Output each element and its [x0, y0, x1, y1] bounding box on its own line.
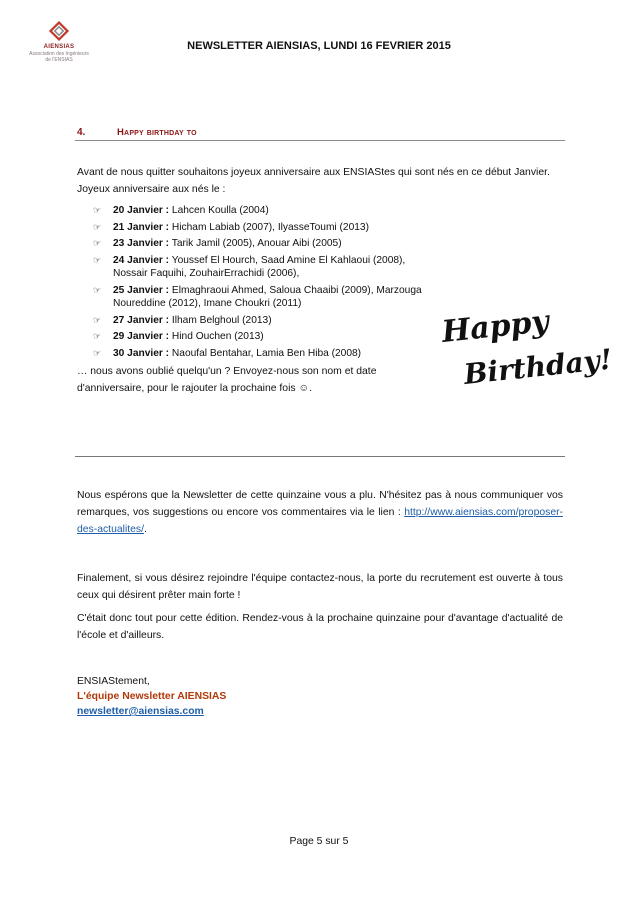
birthday-names: Hind Ouchen (2013): [171, 331, 264, 342]
birthday-item: [93, 314, 423, 328]
birthday-date: 20 Janvier :: [113, 205, 170, 216]
logo-subtitle-line2: de l'ENSIAS: [45, 57, 73, 63]
birthday-names: Naoufal Bentahar, Lamia Ben Hiba (2008): [171, 347, 362, 359]
birthday-item: [93, 284, 423, 311]
signature-line: ENSIAStement,: [77, 676, 150, 687]
birthday-names: Elmaghraoui Ahmed, Saloua Chaaibi (2009), Marzouga Noureddine (2012), Imane Choukri (2011): [113, 284, 422, 309]
birthday-list: [93, 204, 423, 363]
birthday-item: [93, 330, 423, 344]
hand-pointing-icon: ☞: [93, 284, 102, 295]
page-header: NEWSLETTER AIENSIAS, LUNDI 16 FEVRIER 2015: [187, 40, 451, 52]
section-title: Happy birthday to: [117, 127, 197, 138]
hand-pointing-icon: ☞: [93, 347, 102, 358]
hand-pointing-icon: ☞: [93, 205, 102, 215]
closing-p1-end: .: [144, 524, 147, 535]
birthday-date: 29 Janvier :: [113, 331, 170, 342]
image-text-happy: Happy: [440, 303, 551, 350]
signature-block: [77, 674, 377, 719]
hand-pointing-icon: ☞: [93, 238, 102, 248]
proposer-actualites-link[interactable]: http://www.aiensias.com/proposer-des-actualites/: [77, 507, 564, 535]
section-rule: [75, 140, 565, 141]
logo-subtitle-line1: Association des Ingénieurs: [29, 51, 89, 57]
birthday-names: Ilham Belghoul (2013): [171, 314, 272, 326]
section-number: 4.: [77, 127, 86, 138]
birthday-item: [93, 221, 423, 235]
image-text-birthday: Birthday!: [462, 342, 614, 391]
birthday-names: Hicham Labiab (2007), IlyasseToumi (2013): [171, 221, 369, 233]
birthday-item: [93, 254, 423, 281]
birthday-names: Lahcen Koulla (2004): [171, 205, 269, 216]
hand-pointing-icon: ☞: [93, 331, 102, 341]
birthday-date: 23 Janvier :: [113, 238, 170, 249]
logo-name: AIENSIAS: [43, 44, 75, 50]
birthday-date: 25 Janvier :: [113, 284, 170, 296]
closing-paragraph-2: Finalement, si vous désirez rejoindre l'équipe contactez-nous, la porte du recrutement est ouverte à tous ceux qui désirent prêter main forte !: [77, 573, 563, 601]
hand-pointing-icon: ☞: [93, 221, 102, 232]
birthday-date: 27 Janvier :: [113, 314, 170, 326]
birthday-item: [93, 237, 423, 251]
closing-paragraph-3: C'était donc tout pour cette édition. Rendez-vous à la prochaine quinzaine pour d'avantage d'actualité de l'école et d'ailleurs.: [77, 613, 563, 641]
closing-p1-text: Nous espérons que la Newsletter de cette quinzaine vous a plu. N'hésitez pas à nous communiquer vos remarques, vos suggestions ou encore vos commentaires via le lien :: [77, 490, 563, 518]
section-divider: [75, 456, 565, 457]
intro-paragraph: Avant de nous quitter souhaitons joyeux anniversaire aux ENSIAStes qui sont nés en ce début Janvier. Joyeux anniversaire aux nés le :: [77, 167, 550, 195]
birthday-date: 24 Janvier :: [113, 254, 170, 266]
birthday-date: 21 Janvier :: [113, 221, 170, 233]
closing-paragraph-1: [77, 487, 563, 538]
forgot-paragraph: … nous avons oublié quelqu'un ? Envoyez-nous son nom et date d'anniversaire, pour le rajouter la prochaine fois ☺.: [77, 366, 377, 394]
signature-email-link[interactable]: newsletter@aiensias.com: [77, 706, 204, 717]
birthday-names: Tarik Jamil (2005), Anouar Aibi (2005): [171, 238, 342, 249]
birthday-item: [93, 204, 423, 218]
signature-team: L'équipe Newsletter AIENSIAS: [77, 691, 227, 702]
hand-pointing-icon: ☞: [93, 314, 102, 325]
birthday-names: Youssef El Hourch, Saad Amine El Kahlaoui (2008), Nossair Faquihi, ZouhairErrachidi (2006),: [113, 254, 406, 279]
page-footer: Page 5 sur 5: [289, 836, 349, 847]
hand-pointing-icon: ☞: [93, 254, 102, 265]
birthday-item: [93, 347, 423, 361]
logo-subtitle: [20, 51, 98, 63]
logo-diamond-icon: [48, 20, 70, 42]
birthday-date: 30 Janvier :: [113, 347, 170, 359]
happy-birthday-image: [425, 300, 614, 410]
